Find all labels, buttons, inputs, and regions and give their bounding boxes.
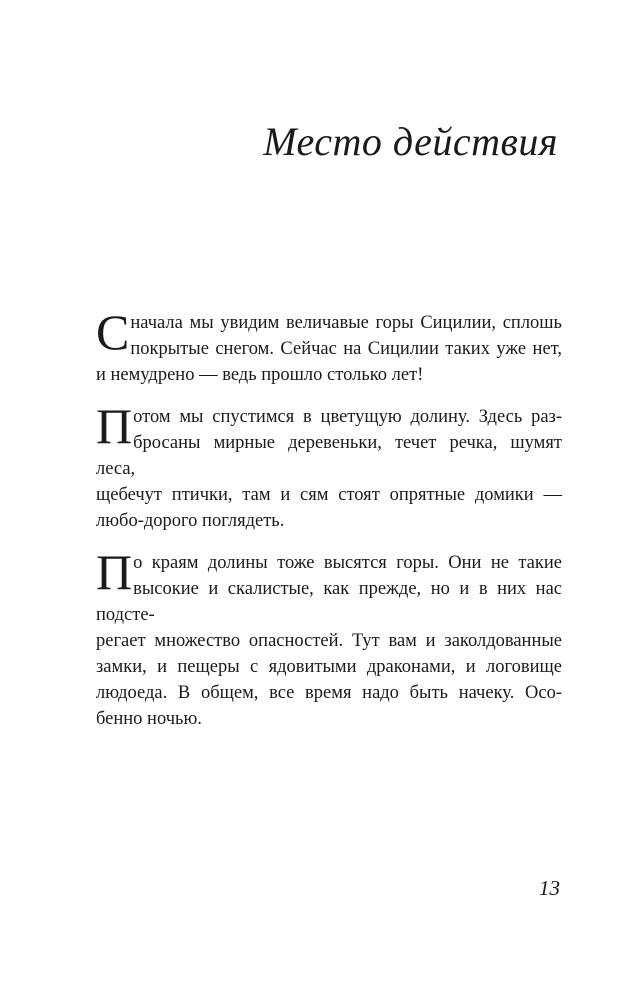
text-line: отом мы спустимся в цветущую долину. Здесь раз- (133, 407, 562, 427)
text-line: регает множество опасностей. Тут вам и заколдованные (96, 631, 562, 651)
paragraph-1 (96, 304, 562, 388)
text-line: любо-дорого поглядеть. (96, 511, 285, 531)
paragraph-2 (96, 398, 562, 534)
page-number: 13 (539, 876, 560, 900)
text-line: бенно ночью. (96, 709, 202, 729)
text-line: замки, и пещеры с ядовитыми драконами, и логовище (96, 657, 562, 677)
text-line: людоеда. В общем, все время надо быть начеку. Осо- (96, 683, 562, 703)
chapter-title: Место действия (263, 119, 558, 164)
drop-cap: П (96, 398, 133, 454)
text-line: бросаны мирные деревеньки, течет речка, шумят леса, (96, 433, 562, 479)
text-line: щебечут птички, там и сям стоят опрятные домики — (96, 485, 562, 505)
drop-cap: П (96, 544, 133, 600)
text-line: и немудрено — ведь прошло столько лет! (96, 365, 424, 385)
body-text (96, 304, 562, 748)
text-line: высокие и скалистые, как прежде, но и в них нас подсте- (96, 579, 562, 625)
paragraph-3 (96, 544, 562, 732)
text-line: о краям долины тоже высятся горы. Они не такие (133, 553, 562, 573)
text-line: начала мы увидим величавые горы Сицилии, сплошь (130, 313, 562, 333)
text-line: покрытые снегом. Сейчас на Сицилии таких уже нет, (130, 339, 562, 359)
drop-cap: С (96, 304, 130, 360)
